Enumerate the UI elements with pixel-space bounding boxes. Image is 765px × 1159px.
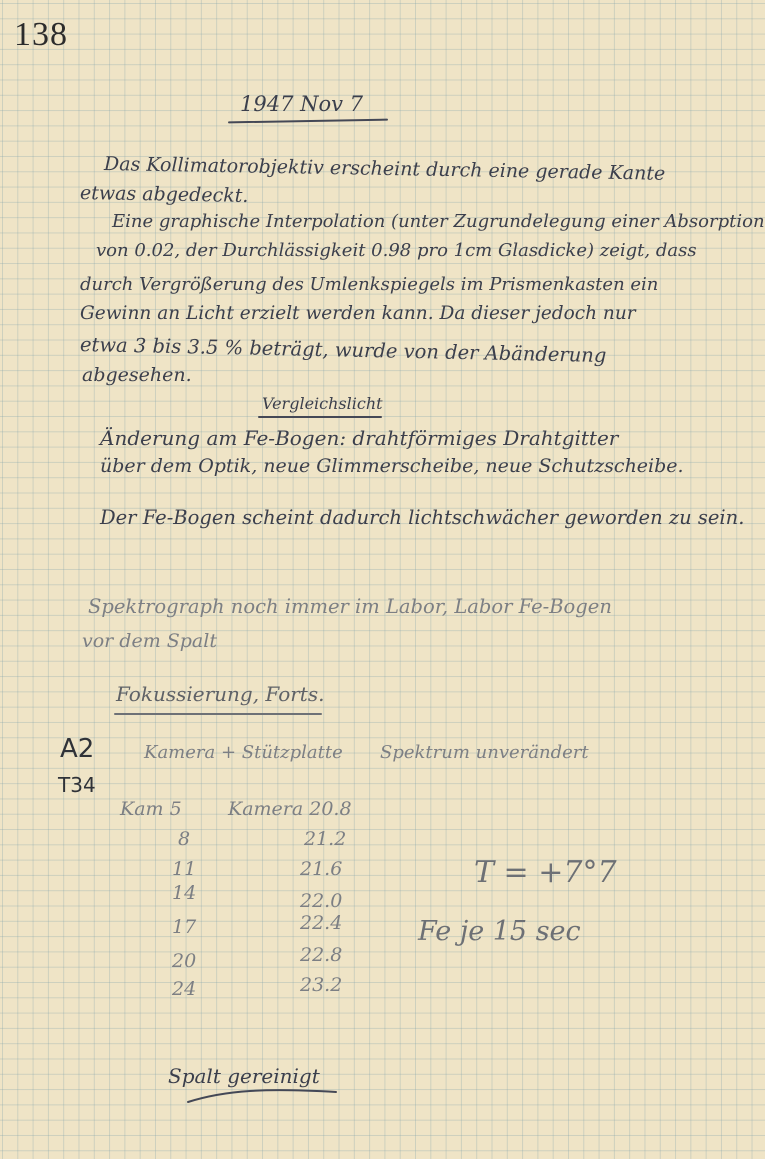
ink-line-8: abgesehen. [82,364,192,386]
pencil-line-1: Spektrograph noch immer im Labor, Labor Fe-Bogen [88,595,612,618]
row-value-right: 22.4 [300,912,343,934]
row-value-right: 21.2 [304,828,347,850]
page-number: 138 [14,16,68,53]
ink-line-1: Das Kollimatorobjektiv erscheint durch eine gerade Kante [103,153,666,185]
focus-heading-underline [114,713,322,715]
focus-heading: Fokussierung, Forts. [116,682,325,706]
ink-line-9: Änderung am Fe-Bogen: drahtförmiges Drahtgitter [100,426,619,450]
row-value-left: 14 [172,882,197,904]
column-header-left: Kam 5 [120,798,182,820]
ink-line-11: Der Fe-Bogen scheint dadurch lichtschwächer geworden zu sein. [100,506,745,529]
plate-sub-label: T34 [58,773,96,797]
comparison-heading-underline [258,416,382,418]
row-value-left: 17 [172,916,197,938]
spectrum-note: Spektrum unverändert [380,742,589,763]
plate-label: A2 [60,734,95,764]
row-value-left: 20 [172,950,197,972]
ink-line-7: etwa 3 bis 3.5 % beträgt, wurde von der Abänderung [79,333,607,368]
setup-note: Kamera + Stützplatte [144,742,343,763]
closing-underline [186,1084,346,1110]
row-value-right: 23.2 [300,974,343,996]
comparison-heading: Vergleichslicht [262,394,383,413]
ink-line-3: Eine graphische Interpolation (unter Zugrundelegung einer Absorption [112,211,765,232]
column-header-right: Kamera 20.8 [228,798,352,820]
row-value-left: 8 [178,828,191,850]
pencil-line-2: vor dem Spalt [82,630,217,652]
row-value-right: 21.6 [300,858,343,880]
ink-line-10: über dem Optik, neue Glimmerscheibe, neue Schutzscheibe. [100,455,684,477]
ink-line-5: durch Vergrößerung des Umlenkspiegels im Prismenkasten ein [80,274,659,295]
date-underline [228,119,388,124]
row-value-left: 11 [172,858,197,880]
ink-line-4: von 0.02, der Durchlässigkeit 0.98 pro 1cm Glasdicke) zeigt, dass [96,240,697,261]
row-value-right: 22.8 [300,944,343,966]
ink-line-2: etwas abgedeckt. [79,182,249,207]
date-heading: 1947 Nov 7 [240,92,364,116]
row-value-right: 22.0 [300,890,343,912]
closing-note: Spalt gereinigt [168,1064,320,1088]
row-value-left: 24 [172,978,197,1000]
exposure-note: Fe je 15 sec [418,916,581,947]
temperature-note: T = +7°7 [474,855,617,890]
ink-line-6: Gewinn an Licht erzielt werden kann. Da dieser jedoch nur [80,303,636,324]
